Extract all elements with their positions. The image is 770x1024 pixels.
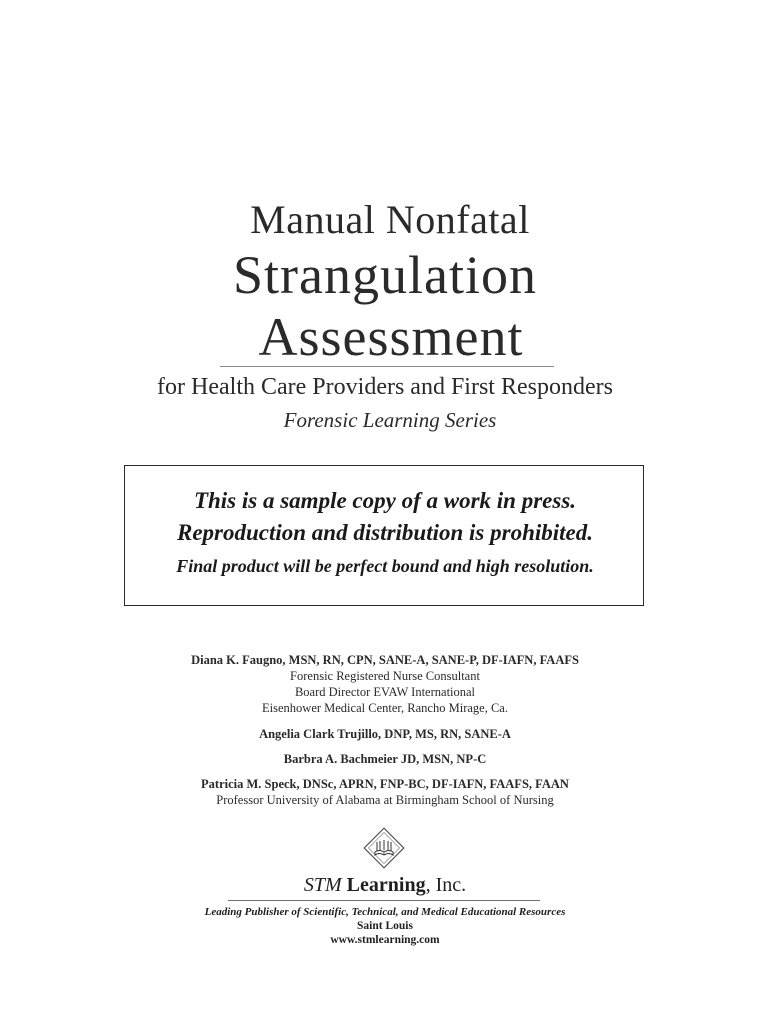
author-detail: Board Director EVAW International: [294, 685, 476, 699]
notice-line-3: Final product will be perfect bound and high resolution.: [176, 556, 594, 576]
author-detail: Forensic Registered Nurse Consultant: [290, 669, 480, 683]
publisher-divider: [228, 900, 540, 901]
author-name: Barbra A. Bachmeier JD, MSN, NP-C: [283, 752, 487, 766]
title-divider: [220, 366, 554, 367]
publisher-website: www.stmlearning.com: [330, 934, 440, 946]
publisher-name: [0, 874, 770, 897]
publisher-name-italic: STM: [303, 874, 342, 896]
publisher-city: Saint Louis: [357, 920, 413, 932]
publisher-name-suffix: , Inc.: [425, 874, 467, 896]
author-list: [0, 652, 770, 808]
author-name: Diana K. Faugno, MSN, RN, CPN, SANE-A, SANE-P, DF-IAFN, FAAFS: [191, 653, 579, 667]
publisher-tagline: Leading Publisher of Scientific, Technical, and Medical Educational Resources: [204, 906, 566, 918]
sample-notice-box: [124, 465, 644, 606]
subtitle: for Health Care Providers and First Responders: [157, 374, 613, 400]
author-detail: Eisenhower Medical Center, Rancho Mirage, Ca.: [262, 701, 508, 715]
notice-line-2: Reproduction and distribution is prohibited.: [176, 520, 593, 545]
author-detail: Professor University of Alabama at Birmingham School of Nursing: [216, 793, 554, 807]
publisher-name-bold: Learning: [346, 874, 426, 896]
title-line-3: Assessment: [258, 307, 524, 367]
title-line-2: Strangulation: [233, 245, 537, 305]
series-name: Forensic Learning Series: [283, 408, 497, 432]
book-diamond-logo-icon: [358, 822, 410, 874]
title-line-1: Manual Nonfatal: [250, 197, 530, 242]
author-name: Angelia Clark Trujillo, DNP, MS, RN, SANE-A: [259, 727, 511, 741]
notice-line-1: This is a sample copy of a work in press.: [193, 488, 577, 513]
author-name: Patricia M. Speck, DNSc, APRN, FNP-BC, DF-IAFN, FAAFS, FAAN: [201, 777, 569, 791]
